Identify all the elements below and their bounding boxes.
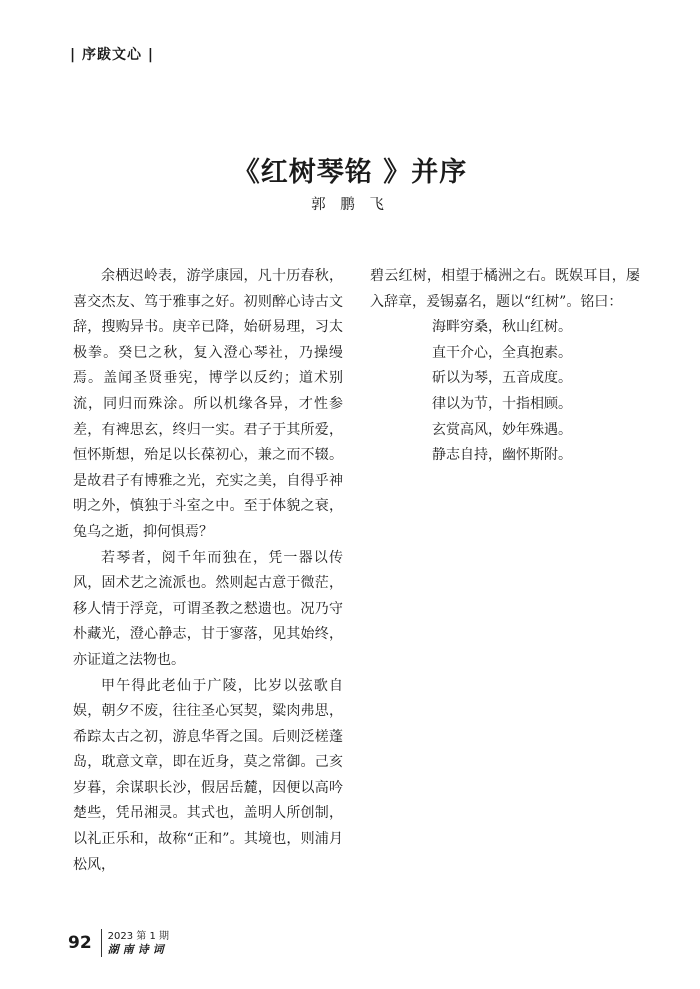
journal-name: 湖南诗词 xyxy=(107,943,168,956)
page-number: 92 xyxy=(68,933,92,953)
paragraph-3: 甲午得此老仙于广陵，比岁以弦歌自娱，朝夕不废，往往圣心冥契，粱肉弗思，希踪太古之初，游息华胥之国。后则泛槎蓬岛，耽意文章，即在近身，莫之常御。己亥岁暮，余谋职长沙，假居岳麓，因便以高吟楚些，凭吊湘灵。其式也，盖明人所创制，以礼正乐和，故称“正和”。其境也，则浦月松风， xyxy=(73,677,343,873)
inscription-line-5: 玄赏高风，妙年殊遇。 xyxy=(432,421,572,438)
footer-divider xyxy=(101,929,102,957)
paragraph-1: 余栖迟岭表，游学康园，凡十历春秋，喜交杰友、笃于雅事之好。初则醉心诗古文辞，搜购异书。庚辛已降，始研易理，习太极拳。癸巳之秋，复入澄心琴社，乃操缦焉。盖闻圣贤垂宪，博学以反约；道术别流，同归而殊涂。所以机缘各异，才性参差，有裨思玄，终归一实。君子于其所爱，恒怀斯想，殆足以长葆初心，兼之而不辍。是故君子有博雅之光，充实之美，自得乎神明之外，慎独于斗室之中。至于体貌之衰，兔乌之逝，抑何惧焉？ xyxy=(73,268,343,540)
inscription-line-1: 海畔穷桑，秋山红树。 xyxy=(432,319,572,336)
page-footer xyxy=(68,928,169,958)
inscription-line-4: 律以为节，十指相顾。 xyxy=(432,395,572,412)
issue-label: 2023 第 1 期 xyxy=(107,931,170,942)
article-title: 《红树琴铭 》并序 xyxy=(232,157,468,188)
inscription-line-2: 直干介心，全真抱素。 xyxy=(432,344,572,361)
inscription-line-3: 斫以为琴，五音成度。 xyxy=(432,370,572,387)
footer-info xyxy=(108,930,169,956)
left-column xyxy=(73,264,343,878)
paragraph-2: 若琴者，阅千年而独在，凭一器以传风，固术艺之流派也。然则起古意于微茫，移人情于浮竞，可谓圣教之慭遗也。况乃守朴藏光，澄心静志，甘于寥落，见其始终，亦证道之法物也。 xyxy=(73,549,343,668)
section-tag: | 序跋文心 | xyxy=(70,47,154,63)
paragraph-3-continued: 碧云红树，相望于橘洲之右。既娱耳目，屡入辞章，爰锡嘉名，题以“红树”。铭曰： xyxy=(370,268,640,310)
right-column xyxy=(370,264,640,469)
inscription-line-6: 静志自持，幽怀斯附。 xyxy=(432,447,572,464)
article-author: 郭 鹏 飞 xyxy=(311,197,389,213)
